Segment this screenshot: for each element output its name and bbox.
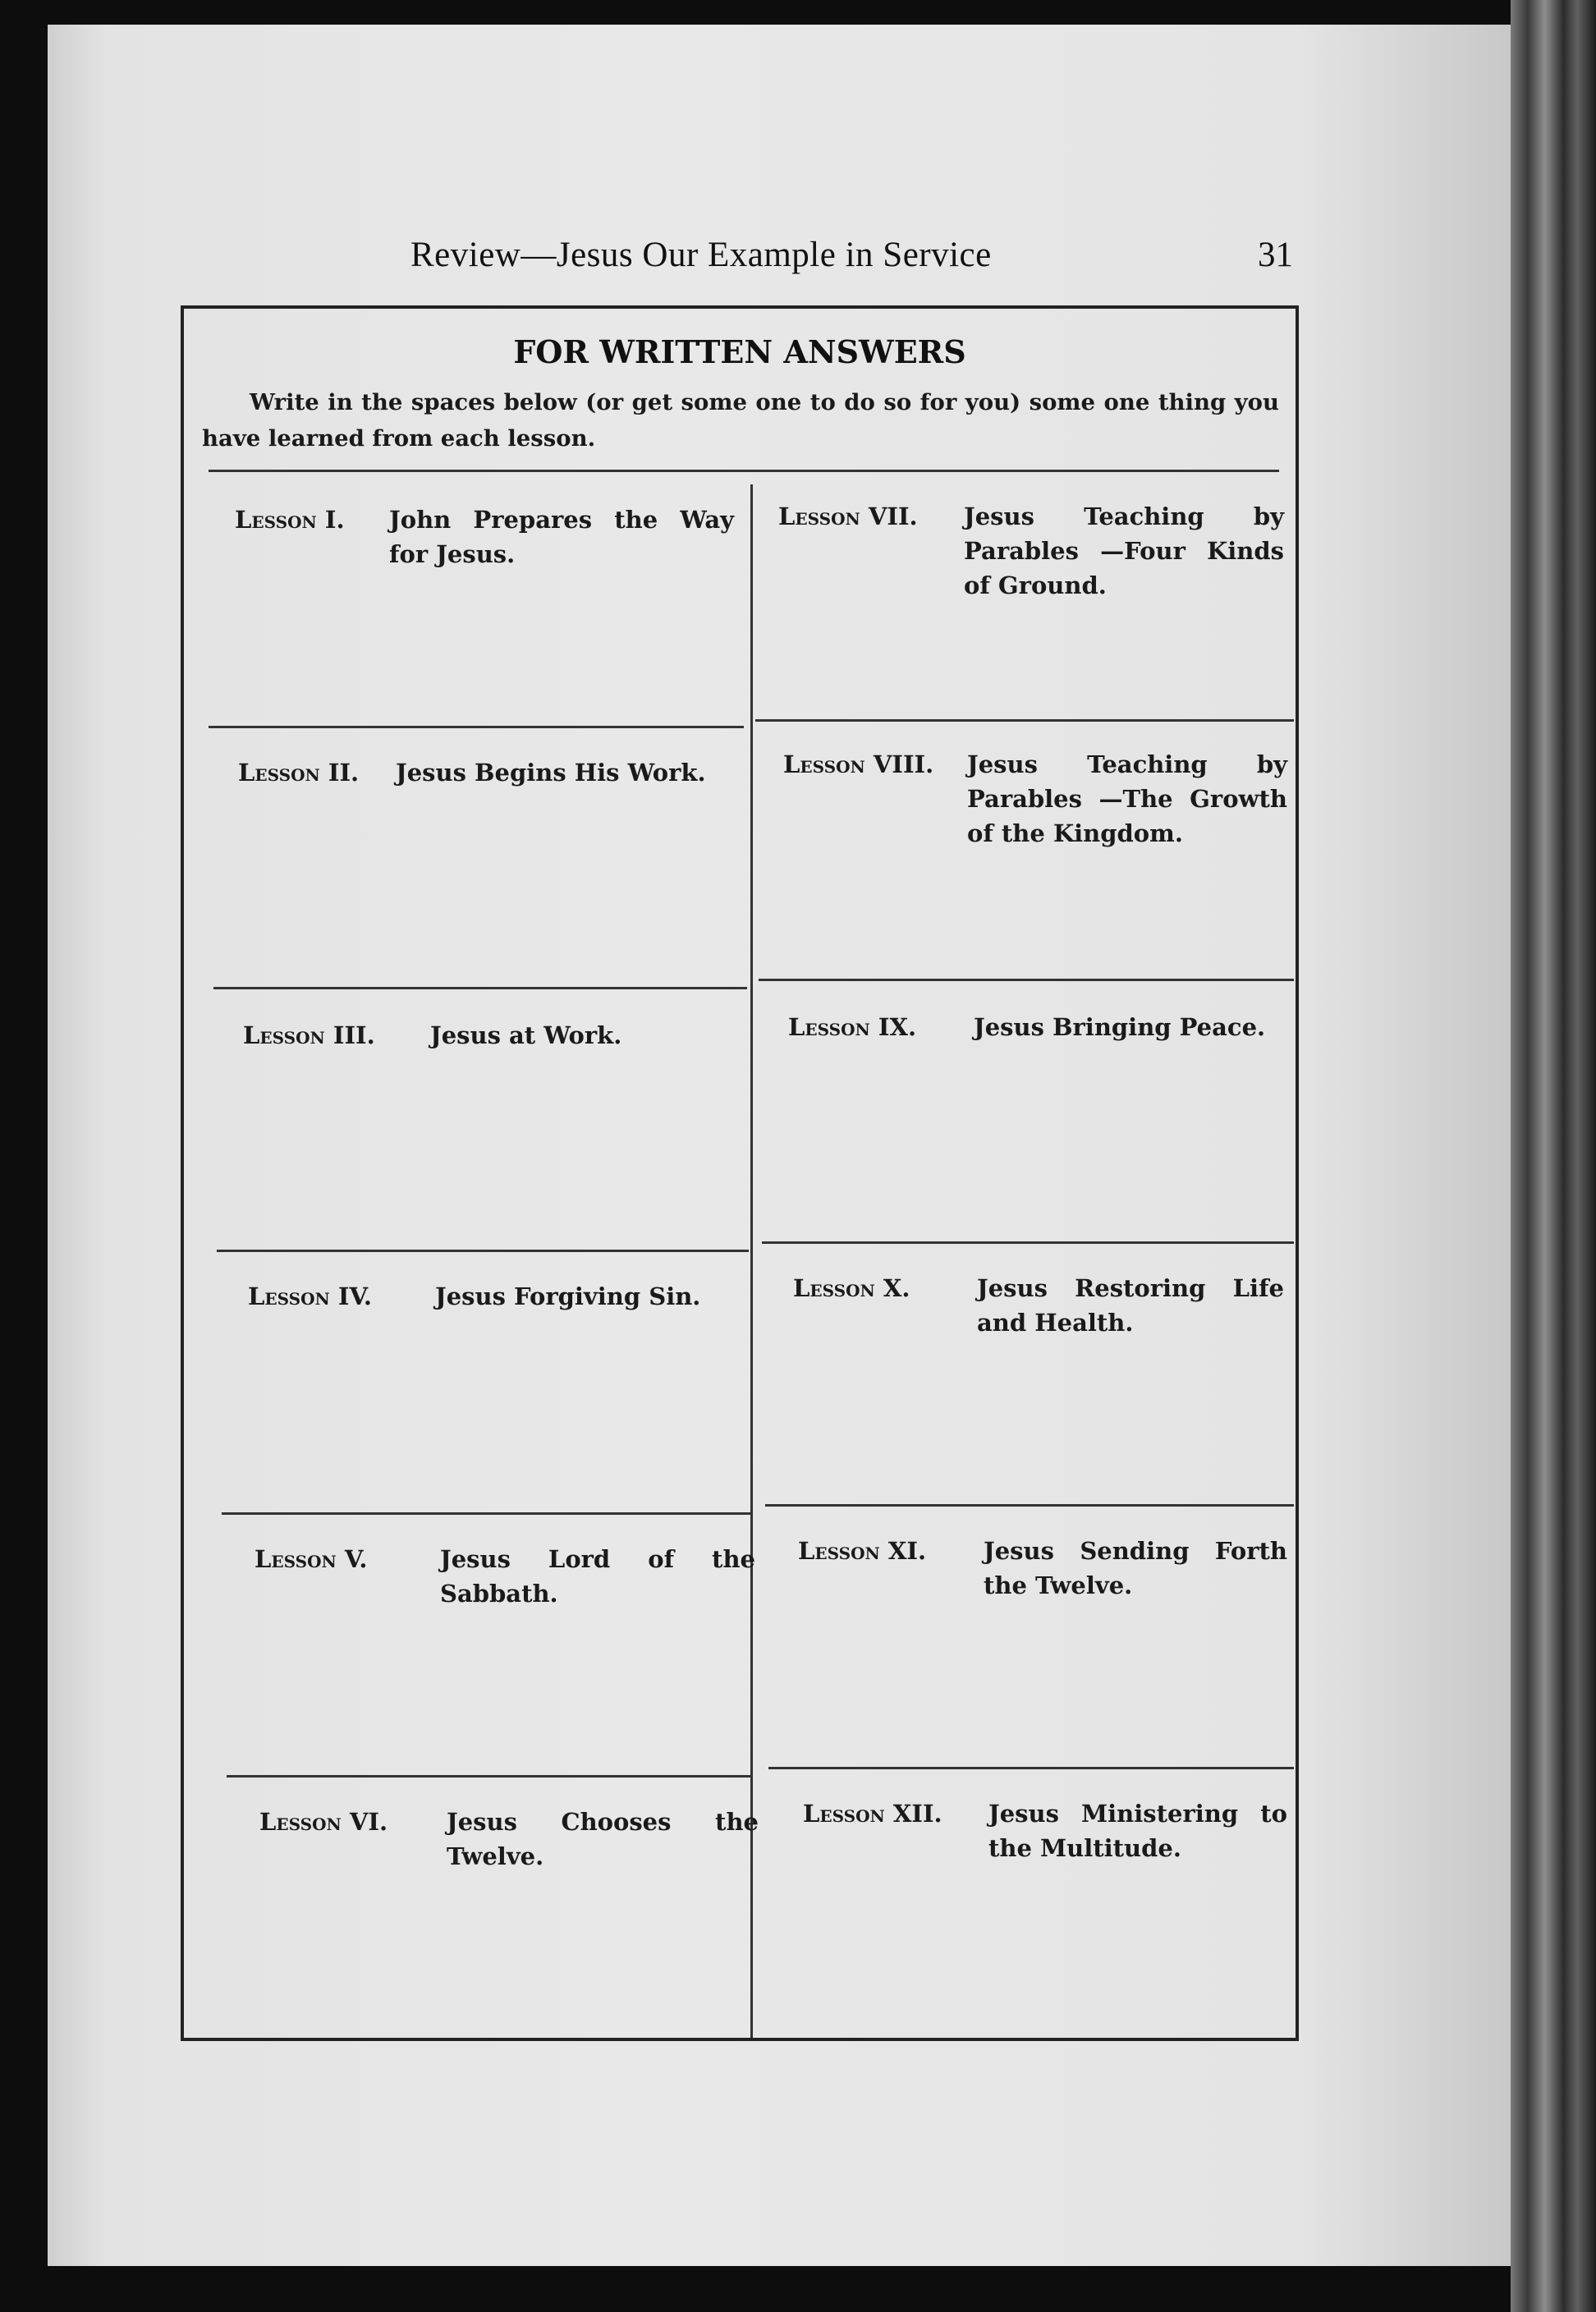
- header-rule: [209, 470, 1279, 472]
- lesson-label: Lesson III.: [243, 1021, 375, 1049]
- box-instructions: Write in the spaces below (or get some one to do so for you) some one thing you have learned from each lesson.: [202, 389, 1279, 452]
- row-rule: [209, 726, 744, 728]
- lesson-label: Lesson XI.: [798, 1537, 927, 1565]
- lesson-label: Lesson IX.: [788, 1013, 917, 1041]
- row-rule: [762, 1241, 1294, 1244]
- lesson-label: Lesson I.: [235, 506, 345, 534]
- row-rule: [755, 719, 1294, 722]
- lesson-title: Jesus Sending Forth the Twelve.: [984, 1537, 1287, 1599]
- lesson-title: Jesus Teaching by Parables —The Growth of the Kingdom.: [967, 750, 1287, 847]
- lesson-label: Lesson V.: [255, 1545, 368, 1573]
- lesson-label: Lesson XII.: [803, 1800, 942, 1828]
- row-rule: [217, 1250, 749, 1252]
- lesson-label: Lesson VII.: [778, 502, 918, 530]
- row-rule: [759, 979, 1294, 981]
- running-title: Review—Jesus Our Example in Service: [410, 236, 992, 274]
- row-rule: [227, 1775, 752, 1778]
- lesson-label: Lesson X.: [793, 1274, 910, 1302]
- lesson-title: Jesus Restoring Life and Health.: [977, 1274, 1284, 1337]
- row-rule: [213, 987, 747, 989]
- lesson-title: Jesus Ministering to the Multitude.: [988, 1800, 1287, 1862]
- lesson-title: Jesus Lord of the Sabbath.: [440, 1545, 755, 1608]
- lesson-title: Jesus Bringing Peace.: [974, 1013, 1266, 1041]
- lesson-title: Jesus at Work.: [430, 1021, 622, 1049]
- row-rule: [768, 1767, 1294, 1769]
- lesson-label: Lesson II.: [238, 759, 360, 787]
- lesson-label: Lesson VI.: [259, 1808, 388, 1836]
- row-rule: [765, 1504, 1294, 1507]
- lesson-title: Jesus Teaching by Parables —Four Kinds of Ground.: [964, 502, 1284, 599]
- row-rule: [222, 1512, 752, 1515]
- book-spine-edge: [1511, 0, 1596, 2312]
- lesson-label: Lesson VIII.: [783, 750, 934, 778]
- lesson-title: Jesus Chooses the Twelve.: [447, 1808, 759, 1870]
- lesson-label: Lesson IV.: [248, 1282, 372, 1310]
- lesson-title: Jesus Forgiving Sin.: [435, 1282, 701, 1310]
- lesson-title: John Prepares the Way for Jesus.: [389, 506, 734, 568]
- box-title: FOR WRITTEN ANSWERS: [513, 333, 966, 370]
- lesson-title: Jesus Begins His Work.: [396, 759, 706, 787]
- page-number: 31: [1258, 236, 1293, 274]
- written-answers-box: [181, 305, 1299, 2041]
